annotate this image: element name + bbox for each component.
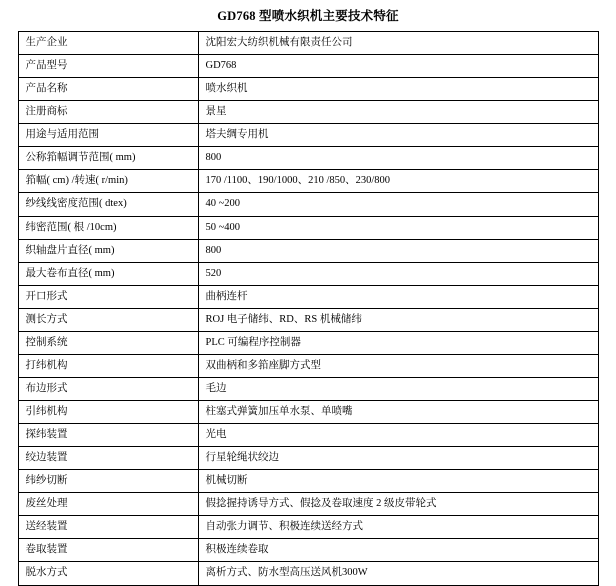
table-row <box>18 32 598 55</box>
table-row <box>18 308 598 331</box>
row-value: 离析方式、防水型高压送风机300W <box>198 562 598 585</box>
table-row <box>18 539 598 562</box>
table-row <box>18 193 598 216</box>
row-label: 开口形式 <box>18 285 198 308</box>
table-row <box>18 124 598 147</box>
row-value: 柱塞式弹簧加压单水泵、单喷嘴 <box>198 401 598 424</box>
row-label: 测长方式 <box>18 308 198 331</box>
row-label: 布边形式 <box>18 377 198 400</box>
row-label: 最大卷布直径( mm) <box>18 262 198 285</box>
row-value: 双曲柄和多筘座脚方式型 <box>198 354 598 377</box>
table-row <box>18 401 598 424</box>
row-value: 520 <box>198 262 598 285</box>
table-row <box>18 424 598 447</box>
row-label: 送经装置 <box>18 516 198 539</box>
row-label: 探纬装置 <box>18 424 198 447</box>
table-row <box>18 285 598 308</box>
row-value: 沈阳宏大纺织机械有限责任公司 <box>198 32 598 55</box>
row-value: 800 <box>198 239 598 262</box>
row-label: 纬密范围( 根 /10cm) <box>18 216 198 239</box>
row-value: 170 /1100、190/1000、210 /850、230/800 <box>198 170 598 193</box>
row-value: 塔夫绸专用机 <box>198 124 598 147</box>
table-row <box>18 101 598 124</box>
row-label: 控制系统 <box>18 331 198 354</box>
row-value: 景星 <box>198 101 598 124</box>
table-row <box>18 147 598 170</box>
row-value: 积极连续卷取 <box>198 539 598 562</box>
table-row <box>18 377 598 400</box>
row-value: 50 ~400 <box>198 216 598 239</box>
row-label: 产品型号 <box>18 55 198 78</box>
page-title: GD768 型喷水织机主要技术特征 <box>217 9 399 23</box>
row-label: 绞边装置 <box>18 447 198 470</box>
row-label: 产品名称 <box>18 78 198 101</box>
specifications-table <box>18 31 599 586</box>
table-row <box>18 55 598 78</box>
row-value: GD768 <box>198 55 598 78</box>
row-label: 打纬机构 <box>18 354 198 377</box>
row-label: 脱水方式 <box>18 562 198 585</box>
table-row <box>18 262 598 285</box>
table-row <box>18 516 598 539</box>
row-label: 织轴盘片直径( mm) <box>18 239 198 262</box>
row-value: 自动张力调节、积极连续送经方式 <box>198 516 598 539</box>
row-label: 公称筘幅调节范围( mm) <box>18 147 198 170</box>
row-label: 纱线线密度范围( dtex) <box>18 193 198 216</box>
table-row <box>18 170 598 193</box>
row-value: ROJ 电子储纬、RD、RS 机械储纬 <box>198 308 598 331</box>
table-row <box>18 562 598 585</box>
table-body <box>18 32 598 586</box>
row-label: 卷取装置 <box>18 539 198 562</box>
row-label: 用途与适用范围 <box>18 124 198 147</box>
table-row <box>18 354 598 377</box>
row-value: 假捻握持诱导方式、假捻及卷取速度 2 级皮带轮式 <box>198 493 598 516</box>
table-row <box>18 470 598 493</box>
row-label: 引纬机构 <box>18 401 198 424</box>
row-value: 行星轮绳状绞边 <box>198 447 598 470</box>
row-label: 废丝处理 <box>18 493 198 516</box>
row-value: PLC 可编程序控制器 <box>198 331 598 354</box>
row-value: 800 <box>198 147 598 170</box>
row-value: 毛边 <box>198 377 598 400</box>
row-value: 曲柄连杆 <box>198 285 598 308</box>
row-value: 机械切断 <box>198 470 598 493</box>
table-row <box>18 447 598 470</box>
row-value: 光电 <box>198 424 598 447</box>
row-label: 筘幅( cm) /转速( r/min) <box>18 170 198 193</box>
row-label: 注册商标 <box>18 101 198 124</box>
table-row <box>18 78 598 101</box>
row-label: 生产企业 <box>18 32 198 55</box>
row-label: 纬纱切断 <box>18 470 198 493</box>
table-row <box>18 493 598 516</box>
table-row <box>18 216 598 239</box>
table-row <box>18 331 598 354</box>
row-value: 40 ~200 <box>198 193 598 216</box>
table-row <box>18 239 598 262</box>
row-value: 喷水织机 <box>198 78 598 101</box>
